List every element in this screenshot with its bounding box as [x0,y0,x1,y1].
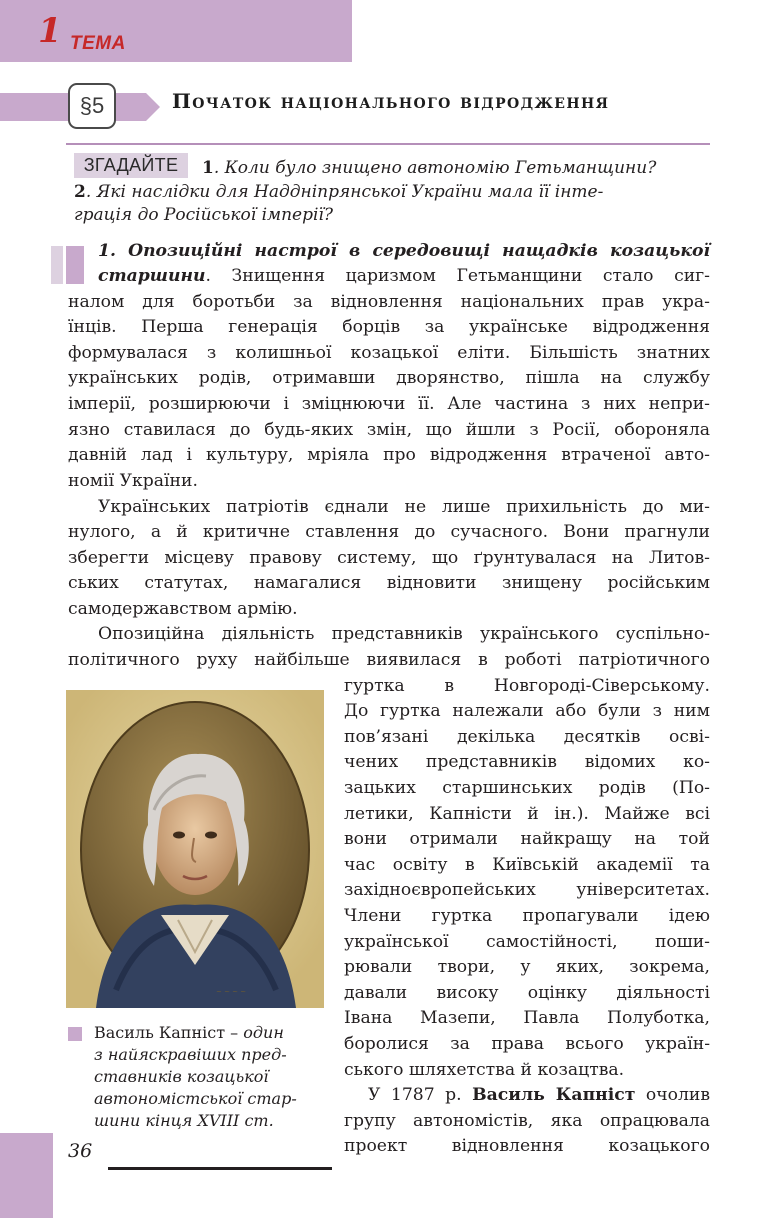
body-line-right: проект відновлення козацького [344,1136,710,1156]
topic-label: ТЕМА [70,33,126,54]
recall-label: ЗГАДАЙТЕ [74,153,188,178]
body-line: давній лад і культуру, мріяла про відродження втраченої авто- [68,445,710,465]
recall-question-1 [202,157,656,179]
body-line: політичного руху найбільше виявилася в роботі патріотичного [68,650,710,670]
recall-q2-line2: грація до Російської імперії? [74,205,333,225]
subsection-heading-bold: старшини [98,266,206,286]
kapnist-line1-pre: У 1787 р. [368,1085,473,1105]
caption-dash: – [225,1023,244,1042]
body-line: налом для боротьби за відновлення національних прав укра- [68,292,710,312]
body-line-right [368,1083,710,1109]
body-line-right: Івана Мазепи, Павла Полуботка, [344,1008,710,1028]
subsection-heading-rest: . Знищення царизмом Гетьманщини стало сиг- [205,266,710,286]
body-line: нулого, а й критичне ставлення до сучасного. Вони прагнули [68,522,710,542]
subsection-heading-line1: 1. Опозиційні настрої в середовищі нащадків козацької [98,241,710,261]
body-line-right: західноєвропейських університетах. [344,880,710,900]
section-number-box: §5 [68,83,116,129]
footer-rule [108,1167,332,1170]
header-divider [66,143,710,145]
portrait-image [66,690,324,1008]
page-number: 36 [68,1140,93,1162]
body-line-right: ського шляхетства й козацтва. [344,1060,625,1080]
body-line: Українських патріотів єднали не лише прихильність до ми- [98,497,710,517]
caption-line-1 [94,1022,314,1044]
body-line: язно ставилася до будь-яких змін, що йшли з Росії, обороняла [68,420,710,440]
body-line: номії України. [68,471,198,491]
body-line: Опозиційна діяльність представників українського суспільно- [98,624,710,644]
recall-question-2 [74,181,603,203]
recall-q1-number: 1 [202,158,214,178]
paragraph-marker-light [51,246,63,284]
body-line: формувалася з колишньої козацької еліти. Більшість знатних [68,343,710,363]
recall-q2-number: 2 [74,182,86,202]
caption-line-3 [94,1066,314,1088]
caption-line3-text: ставників козацької [94,1067,269,1086]
body-line: зберегти місцеву правову систему, що ґрунтувалася на Литов- [68,548,710,568]
recall-q1-text: . Коли було знищено автономію Гетьманщини? [213,158,657,178]
body-line-right: української самостійності, поши- [344,932,710,952]
caption-name: Василь Капніст [94,1023,226,1042]
page-corner-band [0,1133,53,1218]
body-line-right: летики, Капністи й ін.). Майже всі [344,804,710,824]
body-line-right: зацьких старшинських родів (По- [344,778,710,798]
caption-line4-text: автономістської стар- [94,1089,297,1108]
body-line: їнців. Перша генерація борців за українське відродження [68,317,710,337]
body-line-right: пов’язані декілька десятків осві- [344,727,710,747]
body-line-right: чених представників відомих ко- [344,752,710,772]
paragraph-marker [66,246,84,284]
topic-number: 1 [38,11,62,51]
caption-line5-text: шини кінця XVIII ст. [94,1111,274,1130]
body-line-right: Члени гуртка пропагували ідею [344,906,710,926]
body-line-right: рювали твори, у яких, зокрема, [344,957,710,977]
kapnist-name-bold: Василь Капніст [472,1085,636,1105]
caption-line2-text: з найяскравіших пред- [94,1045,287,1064]
kapnist-line1-post: очолив [635,1085,710,1105]
subsection-heading-line2 [98,264,710,290]
portrait-drawing [66,690,324,1008]
recall-q2-line1: . Які наслідки для Наддніпрянської України мала її інте- [85,182,604,202]
body-line-right: боролися за права всього україн- [344,1034,710,1054]
caption-line-2 [94,1044,314,1066]
body-line-right: До гуртка належали або були з ним [344,701,710,721]
portrait-caption [94,1022,314,1132]
caption-line-4 [94,1088,314,1110]
body-line-right: вони отримали найкращу на той [344,829,710,849]
caption-marker [68,1027,82,1041]
svg-text:~ ~ ~ ~: ~ ~ ~ ~ [216,988,247,996]
body-line: імперії, розширюючи і зміцнюючи її. Але частина з них непри- [68,394,710,414]
body-line-right: гуртка в Новгороді-Сіверському. [344,676,710,696]
section-title: Початок національного відродження [172,89,610,113]
body-line-right: групу автономістів, яка опрацювала [344,1111,710,1131]
body-line: ських статутах, намагалися відновити знищену російським [68,573,710,593]
caption-line-5 [94,1110,314,1132]
body-line-right: час освіту в Київській академії та [344,855,710,875]
caption-line1-italic: один [243,1023,284,1042]
body-line-right: давали високу оцінку діяльності [344,983,710,1003]
body-line: самодержавством армію. [68,599,298,619]
body-line: українських родів, отримавши дворянство, пішла на службу [68,368,710,388]
